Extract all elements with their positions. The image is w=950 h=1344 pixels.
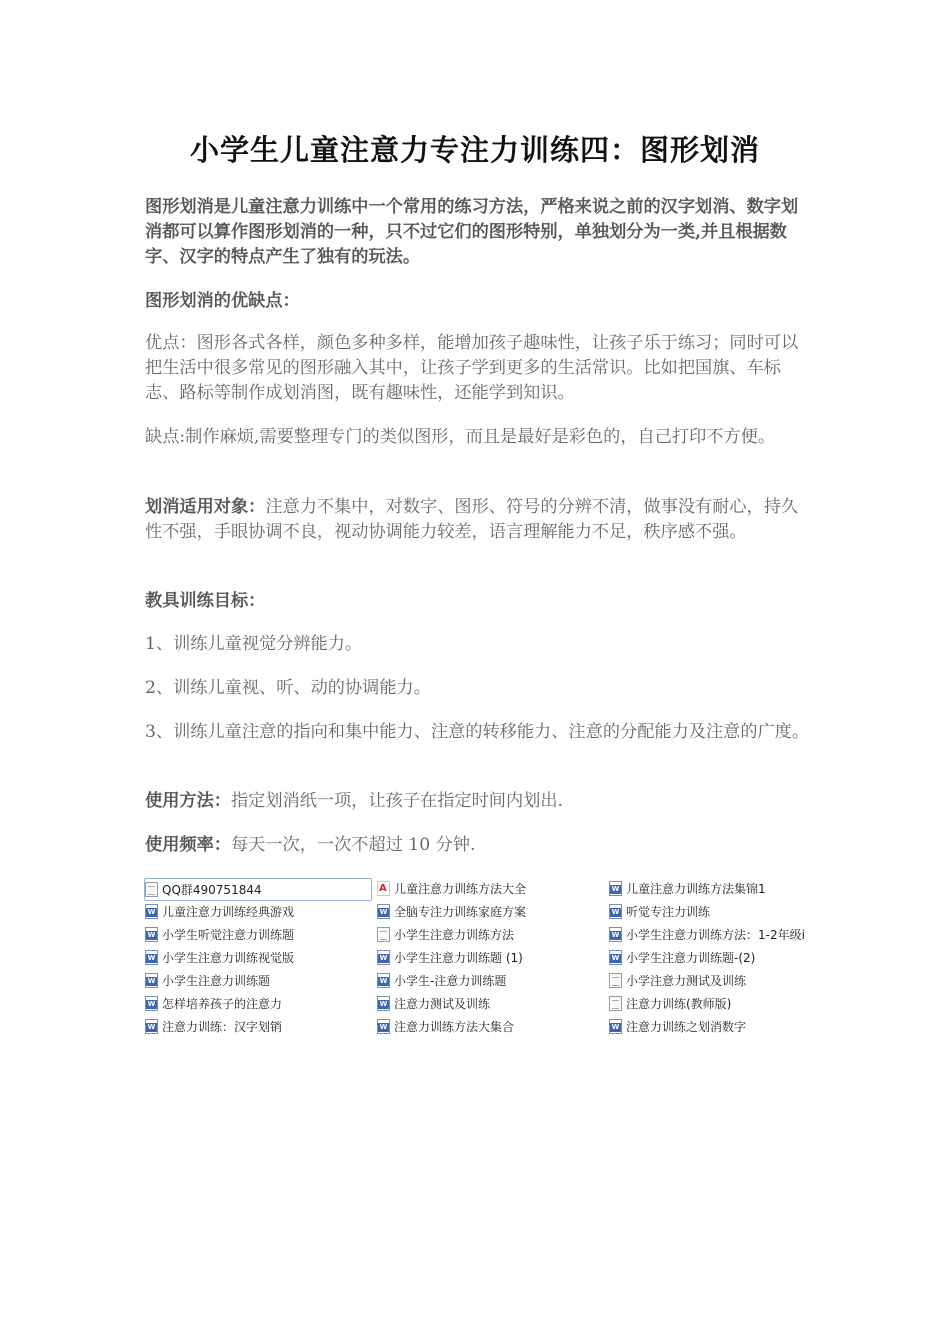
word-doc-icon <box>377 996 390 1011</box>
word-doc-icon <box>145 973 158 988</box>
file-item[interactable] <box>609 924 805 945</box>
word-doc-icon <box>609 904 622 919</box>
file-item[interactable] <box>609 970 746 991</box>
word-doc-icon <box>145 996 158 1011</box>
file-name: 小学生注意力训练视觉版 <box>162 951 295 965</box>
target-label: 划消适用对象： <box>145 497 266 517</box>
file-name: 听觉专注力训练 <box>626 905 711 919</box>
frequency-text: 每天一次，一次不超过 10 分钟. <box>230 835 476 855</box>
method-label: 使用方法： <box>145 791 231 811</box>
file-name: 小学生听觉注意力训练题 <box>162 928 295 942</box>
text-file-icon <box>609 996 622 1011</box>
word-doc-icon <box>609 1019 622 1034</box>
intro-paragraph: 图形划消是儿童注意力训练中一个常用的练习方法，严格来说之前的汉字划消、数字划消都可以算作图形划消的一种，只不过它们的图形特别，单独划分为一类,并且根据数字、汉字的特点产生了独有的玩法。 <box>145 197 799 267</box>
word-doc-icon <box>609 927 622 942</box>
file-item[interactable] <box>377 970 506 991</box>
word-doc-icon <box>145 927 158 942</box>
file-name: 小学注意力测试及训练 <box>626 974 747 988</box>
file-item[interactable] <box>377 947 523 968</box>
file-item[interactable] <box>145 947 294 968</box>
method-text: 指定划消纸一项，让孩子在指定时间内划出. <box>230 791 563 811</box>
frequency-label: 使用频率： <box>145 835 231 855</box>
file-name: 小学生注意力训练题 <box>162 974 271 988</box>
goal-item-2: 2、训练儿童视、听、动的协调能力。 <box>145 678 431 698</box>
goal-item-1: 1、训练儿童视觉分辨能力。 <box>145 634 363 654</box>
file-name: 全脑专注力训练家庭方案 <box>394 905 527 919</box>
pdf-icon <box>377 881 390 896</box>
file-item[interactable] <box>377 1016 514 1037</box>
file-item[interactable] <box>145 924 294 945</box>
file-item[interactable] <box>145 970 270 991</box>
file-item[interactable] <box>609 901 710 922</box>
document-title: 小学生儿童注意力专注力训练四：图形划消 <box>189 133 760 167</box>
file-item[interactable] <box>377 924 514 945</box>
file-name: 怎样培养孩子的注意力 <box>162 997 283 1011</box>
file-name: 小学生注意力训练题-(2) <box>626 951 756 965</box>
word-doc-icon <box>377 904 390 919</box>
file-name: 小学生-注意力训练题 <box>394 974 507 988</box>
word-doc-icon <box>145 950 158 965</box>
target-text: 注意力不集中，对数字、图形、符号的分辨不清，做事没有耐心，持久性不强，手眼协调不良，视动协调能力较差，语言理解能力不足，秩序感不强。 <box>145 497 799 542</box>
file-name: 儿童注意力训练方法大全 <box>394 882 527 896</box>
word-doc-icon <box>377 973 390 988</box>
file-name: 小学生注意力训练方法：1-2年级i <box>626 928 805 942</box>
file-name: 小学生注意力训练题 (1) <box>394 951 523 965</box>
word-doc-icon <box>377 950 390 965</box>
file-name: 注意力训练(教师版) <box>626 997 732 1011</box>
file-item[interactable] <box>377 993 490 1014</box>
file-item[interactable] <box>609 1016 746 1037</box>
file-name: 注意力测试及训练 <box>394 997 491 1011</box>
file-item[interactable] <box>377 878 526 899</box>
file-list-screenshot <box>142 875 806 1045</box>
method-paragraph <box>145 789 815 814</box>
goals-heading: 教具训练目标： <box>145 591 266 611</box>
text-file-icon <box>377 927 390 942</box>
word-doc-icon <box>145 1019 158 1034</box>
cons-paragraph: 缺点:制作麻烦,需要整理专门的类似图形，而且是最好是彩色的，自己打印不方便。 <box>145 427 776 447</box>
file-name: QQ群490751844 <box>162 883 262 897</box>
file-name: 注意力训练之划消数字 <box>626 1020 747 1034</box>
target-paragraph <box>145 495 815 545</box>
frequency-paragraph <box>145 833 815 858</box>
word-doc-icon <box>377 1019 390 1034</box>
word-doc-icon <box>609 881 622 896</box>
file-name: 小学生注意力训练方法 <box>394 928 515 942</box>
file-name: 儿童注意力训练经典游戏 <box>162 905 295 919</box>
text-file-icon <box>609 973 622 988</box>
text-file-icon <box>145 882 158 897</box>
word-doc-icon <box>145 904 158 919</box>
goal-item-3: 3、训练儿童注意的指向和集中能力、注意的转移能力、注意的分配能力及注意的广度。 <box>145 722 810 742</box>
file-name: 注意力训练方法大集合 <box>394 1020 515 1034</box>
file-item[interactable] <box>609 878 766 899</box>
file-name: 儿童注意力训练方法集锦1 <box>626 882 766 896</box>
file-item[interactable] <box>145 901 294 922</box>
pros-paragraph: 优点：图形各式各样，颜色多种多样，能增加孩子趣味性，让孩子乐于练习；同时可以把生活中很多常见的图形融入其中，让孩子学到更多的生活常识。比如把国旗、车标志、路标等制作成划消图，既有趣味性，还能学到知识。 <box>145 333 799 403</box>
file-item[interactable] <box>609 947 755 968</box>
file-item[interactable] <box>377 901 526 922</box>
pros-cons-heading: 图形划消的优缺点： <box>145 291 300 311</box>
word-doc-icon <box>609 950 622 965</box>
file-item[interactable] <box>145 993 282 1014</box>
file-item[interactable] <box>144 878 372 901</box>
file-item[interactable] <box>145 1016 282 1037</box>
file-item[interactable] <box>609 993 731 1014</box>
file-name: 注意力训练：汉字划销 <box>162 1020 283 1034</box>
